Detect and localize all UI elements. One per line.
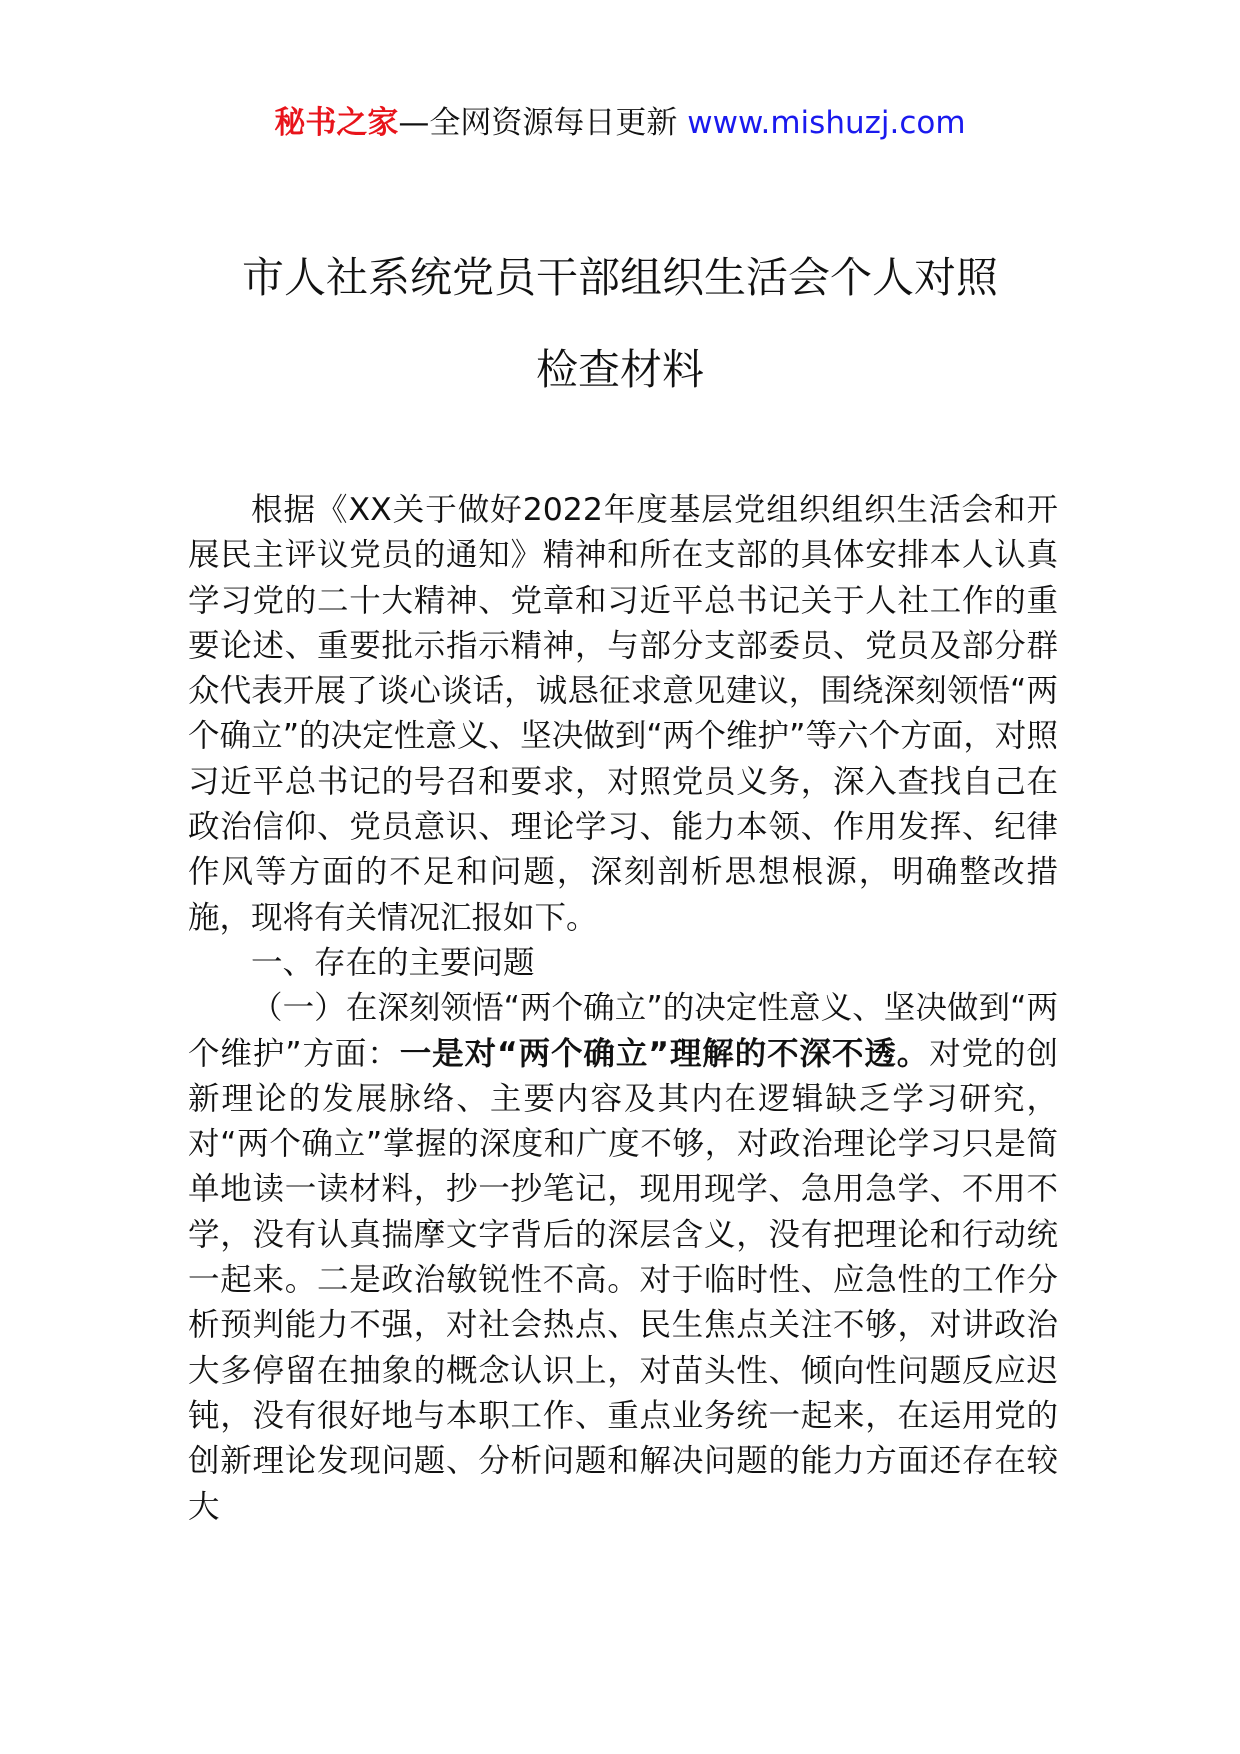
section-heading: 一、存在的主要问题	[251, 944, 535, 981]
site-url-link[interactable]: www.mishuzj.com	[687, 105, 966, 141]
site-brand: 秘书之家	[274, 105, 399, 141]
site-header	[0, 98, 1240, 148]
title-line-1: 市人社系统党员干部组织生活会个人对照	[241, 253, 998, 302]
document-title	[0, 232, 1240, 416]
bold-point: 一是对“两个确立”理解的不深不透。	[399, 1035, 930, 1072]
site-tagline: —全网资源每日更新	[398, 105, 678, 141]
subsection-intro: （一）在深刻领悟“两个确立”的决定性意义、坚决做到“两个维护”方面：	[188, 990, 1058, 1072]
title-line-2: 检查材料	[535, 345, 704, 394]
intro-paragraph: 根据《XX关于做好2022年度基层党组织组织生活会和开展民主评议党员的通知》精神和所在支部的具体安排本人认真学习党的二十大精神、党章和习近平总书记关于人社工作的重要论述、重要批示指示精神，与部分支部委员、党员及部分群众代表开展了谈心谈话，诚恳征求意见建议，围绕深刻领悟“两个确立”的决定性意义、坚决做到“两个维护”等六个方面，对照习近平总书记的号召和要求，对照党员义务，深入查找自己在政治信仰、党员意识、理论学习、能力本领、作用发挥、纪律作风等方面的不足和问题，深刻剖析思想根源，明确整改措施，现将有关情况汇报如下。	[188, 492, 1058, 936]
document-body	[188, 488, 1058, 1530]
subsection-paragraph	[188, 986, 1058, 1530]
subsection-text: 对党的创新理论的发展脉络、主要内容及其内在逻辑缺乏学习研究，对“两个确立”掌握的深度和广度不够，对政治理论学习只是简单地读一读材料，抄一抄笔记，现用现学、急用急学、不用不学，没有认真揣摩文字背后的深层含义，没有把理论和行动统一起来。二是政治敏锐性不高。对于临时性、应急性的工作分析预判能力不强，对社会热点、民生焦点关注不够，对讲政治大多停留在抽象的概念认识上，对苗头性、倾向性问题反应迟钝，没有很好地与本职工作、重点业务统一起来，在运用党的创新理论发现问题、分析问题和解决问题的能力方面还存在较大	[188, 1035, 1058, 1525]
